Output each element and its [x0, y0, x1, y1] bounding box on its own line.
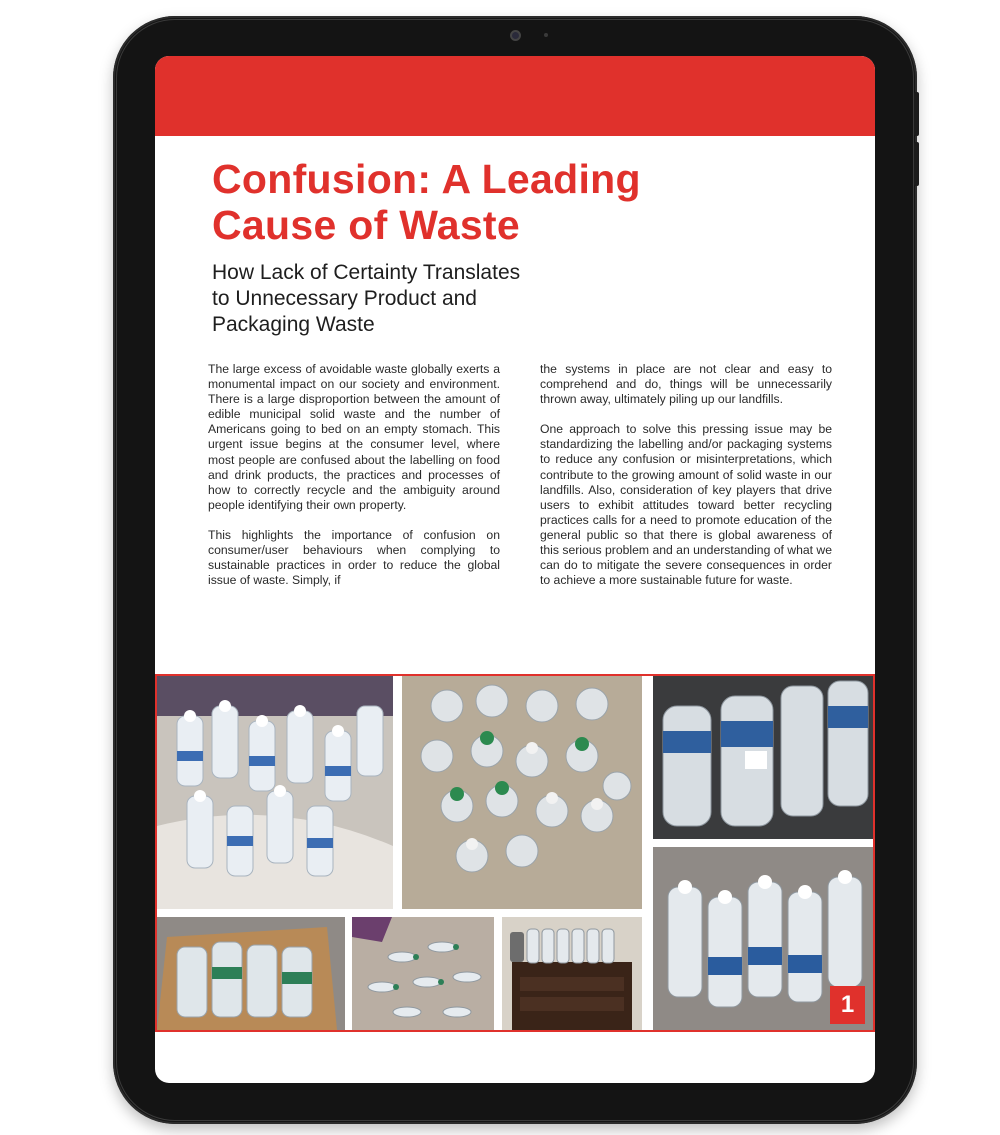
- paragraph: One approach to solve this pressing issue may be standardizing the labelling and/or packaging systems to reduce any confusion or misinterpretations, which contribute to the growing amount of solid waste in our landfills. Also, consideration of key players that drive users to exhibit attitudes toward better recycling practices calls for a need to promote education of the general public so that there is global awareness of this serious problem and an understanding of what we can do to mitigate the severe consequences in order to achieve a more sustainable future for waste.: [540, 422, 833, 588]
- paragraph: This highlights the importance of confusion on consumer/user behaviours when complying to sustainable practices in order to reduce the global issue of waste. Simply, if: [208, 527, 500, 588]
- photo-bottles-on-carpet: [402, 676, 642, 909]
- subtitle-line-1: How Lack of Certainty Translates: [212, 261, 521, 284]
- subtitle-line-3: Packaging Waste: [212, 313, 375, 336]
- front-camera-icon: [510, 30, 521, 41]
- photo-scattered-bottles: [352, 917, 494, 1030]
- side-button-top: [914, 92, 919, 136]
- paragraph: the systems in place are not clear and easy to comprehend and do, things will be unnecessarily thrown away, ultimately piling up our landfills.: [540, 362, 832, 407]
- body-column-left: [208, 362, 500, 603]
- photo-bottles-closeup: [653, 676, 873, 839]
- body-column-right: [540, 362, 832, 603]
- photo-bottles-in-box: [157, 917, 345, 1030]
- page-subtitle: [212, 260, 632, 338]
- tablet-screen: [155, 56, 875, 1083]
- page-number-badge: 1: [830, 986, 865, 1024]
- subtitle-line-2: to Unnecessary Product and: [212, 287, 477, 310]
- photo-bottles-on-floor: [653, 847, 873, 1030]
- photo-bottles-on-dresser: [502, 917, 642, 1030]
- page-title: [212, 156, 772, 248]
- sensor-dot: [544, 33, 548, 37]
- photo-bottles-on-shelf: [157, 676, 393, 909]
- title-line-1: Confusion: A Leading: [212, 156, 641, 202]
- side-button-bottom: [914, 142, 919, 186]
- photo-collage: [155, 674, 875, 1032]
- header-band: [155, 56, 875, 136]
- paragraph: The large excess of avoidable waste globally exerts a monumental impact on our society and environment. There is a large disproportion between the amount of edible municipal solid waste and the number of Americans going to bed on an empty stomach. This urgent issue begins at the consumer level, where most people are confused about the labelling on food and drink products, the practices and processes of how to correctly recycle and the ambiguity around people identifying their own property.: [208, 362, 500, 512]
- title-line-2: Cause of Waste: [212, 202, 520, 248]
